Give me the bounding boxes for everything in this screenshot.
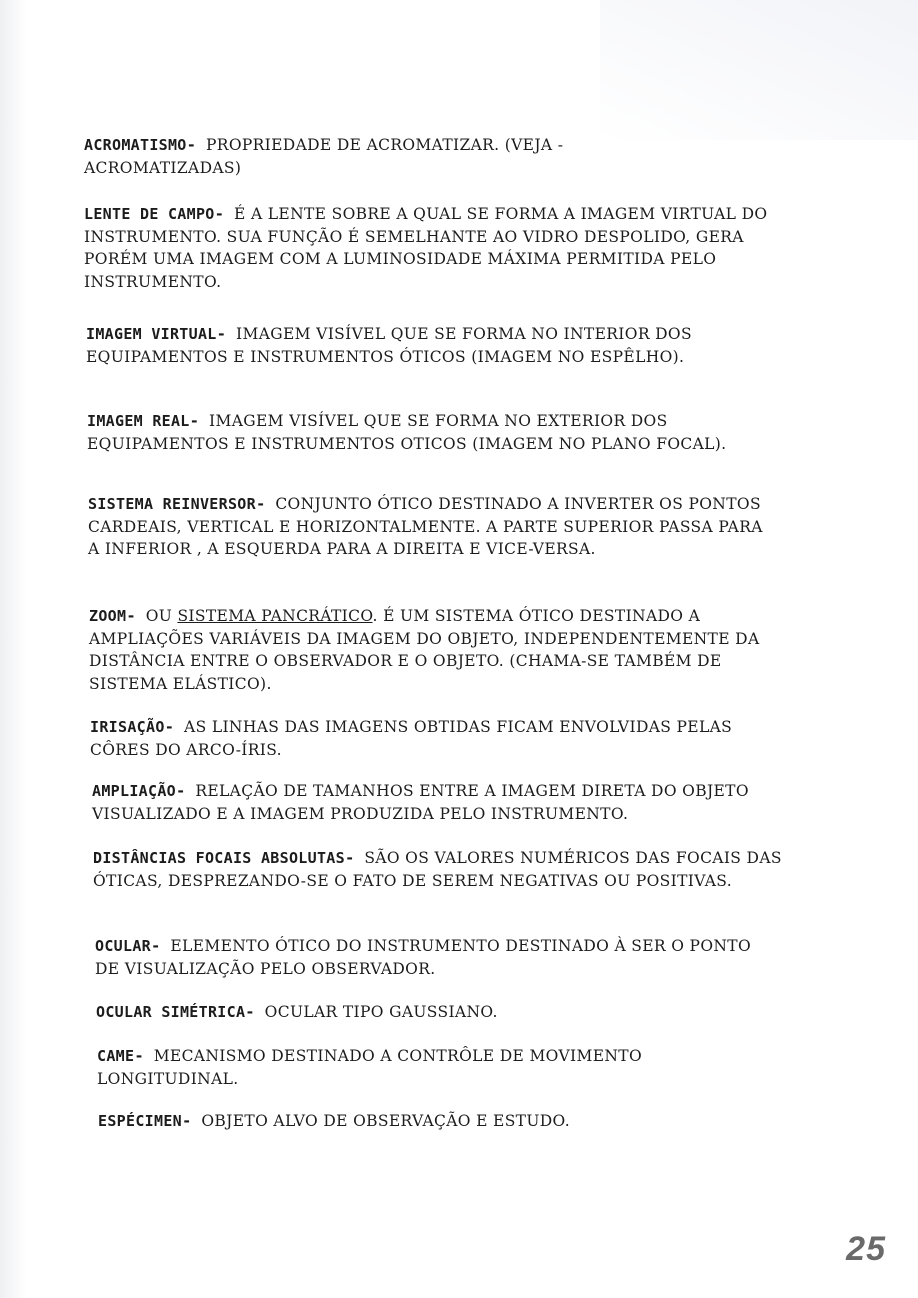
glossary-entry: ESPÉCIMEN- OBJETO ALVO DE OBSERVAÇÃO E ESTUDO. [98, 1112, 570, 1130]
entry-definition-prefix: OU [145, 607, 178, 625]
entry-term: ESPÉCIMEN [98, 1112, 182, 1130]
glossary-entry: CAME- MECANISMO DESTINADO A CONTRÔLE DE MOVIMENTO LONGITUDINAL. [97, 1047, 643, 1088]
glossary-entry: OCULAR- ELEMENTO ÓTICO DO INSTRUMENTO DESTINADO À SER O PONTO DE VISUALIZAÇÃO PELO OBSERVADOR. [95, 937, 752, 978]
entry-definition: IMAGEM VISÍVEL QUE SE FORMA NO EXTERIOR DOS EQUIPAMENTOS E INSTRUMENTOS OTICOS (IMAGEM NO PLANO FOCAL). [87, 412, 727, 453]
entry-definition: CONJUNTO ÓTICO DESTINADO A INVERTER OS PONTOS CARDEAIS, VERTICAL E HORIZONTALMENTE. A PARTE SUPERIOR PASSA PARA A INFERIOR , A ESQUERDA PARA A DIREITA E VICE-VERSA. [88, 495, 763, 558]
glossary-entry: DISTÂNCIAS FOCAIS ABSOLUTAS- SÃO OS VALORES NUMÉRICOS DAS FOCAIS DAS ÓTICAS, DESPREZANDO-SE O FATO DE SEREM NEGATIVAS OU POSITIVAS. [93, 849, 782, 890]
entry-definition-underlined: SISTEMA PANCRÁTICO [177, 607, 373, 625]
entry-term: CAME [97, 1047, 135, 1065]
entry-term: SISTEMA REINVERSOR [88, 495, 256, 513]
entry-term: ACROMATISMO [84, 136, 187, 154]
entry-definition: PROPRIEDADE DE ACROMATIZAR. (VEJA - ACROMATIZADAS) [84, 136, 564, 177]
entry-definition: OBJETO ALVO DE OBSERVAÇÃO E ESTUDO. [201, 1112, 570, 1130]
glossary-entry: ZOOM- OU SISTEMA PANCRÁTICO. É UM SISTEMA ÓTICO DESTINADO A AMPLIAÇÕES VARIÁVEIS DA IMAGEM DO OBJETO, INDEPENDENTEMENTE DA DISTÂNCIA ENTRE O OBSERVADOR E O OBJETO. (CHAMA-SE TAMBÉM DE SISTEMA ELÁSTICO). [89, 607, 760, 693]
glossary-entry: IMAGEM VIRTUAL- IMAGEM VISÍVEL QUE SE FORMA NO INTERIOR DOS EQUIPAMENTOS E INSTRUMENTOS ÓTICOS (IMAGEM NO ESPÊLHO). [86, 325, 692, 366]
entry-term: OCULAR [95, 937, 151, 955]
entry-term: OCULAR SIMÉTRICA [96, 1003, 246, 1021]
entry-term: AMPLIAÇÃO [92, 782, 176, 800]
entry-definition: MECANISMO DESTINADO A CONTRÔLE DE MOVIMENTO LONGITUDINAL. [97, 1047, 643, 1088]
scan-shadow [600, 0, 918, 140]
entry-term: ZOOM [89, 607, 127, 625]
glossary-entry: AMPLIAÇÃO- RELAÇÃO DE TAMANHOS ENTRE A IMAGEM DIRETA DO OBJETO VISUALIZADO E A IMAGEM PRODUZIDA PELO INSTRUMENTO. [92, 782, 749, 823]
glossary-entry: OCULAR SIMÉTRICA- OCULAR TIPO GAUSSIANO. [96, 1003, 498, 1021]
entry-term: LENTE DE CAMPO [84, 205, 215, 223]
entry-definition: É A LENTE SOBRE A QUAL SE FORMA A IMAGEM VIRTUAL DO INSTRUMENTO. SUA FUNÇÃO É SEMELHANTE AO VIDRO DESPOLIDO, GERA PORÉM UMA IMAGEM COM A LUMINOSIDADE MÁXIMA PERMITIDA PELO INSTRUMENTO. [84, 205, 768, 291]
scan-shadow [0, 0, 26, 1298]
glossary-entry: LENTE DE CAMPO- É A LENTE SOBRE A QUAL SE FORMA A IMAGEM VIRTUAL DO INSTRUMENTO. SUA FUNÇÃO É SEMELHANTE AO VIDRO DESPOLIDO, GERA PORÉM UMA IMAGEM COM A LUMINOSIDADE MÁXIMA PERMITIDA PELO INSTRUMENTO. [84, 205, 768, 291]
entry-definition: RELAÇÃO DE TAMANHOS ENTRE A IMAGEM DIRETA DO OBJETO VISUALIZADO E A IMAGEM PRODUZIDA PELO INSTRUMENTO. [92, 782, 749, 823]
entry-term: IMAGEM VIRTUAL [86, 325, 217, 343]
glossary-entry: IMAGEM REAL- IMAGEM VISÍVEL QUE SE FORMA NO EXTERIOR DOS EQUIPAMENTOS E INSTRUMENTOS OTICOS (IMAGEM NO PLANO FOCAL). [87, 412, 727, 453]
entry-definition: SÃO OS VALORES NUMÉRICOS DAS FOCAIS DAS ÓTICAS, DESPREZANDO-SE O FATO DE SEREM NEGATIVAS OU POSITIVAS. [93, 849, 782, 890]
page-number: 25 [846, 1230, 886, 1268]
entry-definition: IMAGEM VISÍVEL QUE SE FORMA NO INTERIOR DOS EQUIPAMENTOS E INSTRUMENTOS ÓTICOS (IMAGEM NO ESPÊLHO). [86, 325, 692, 366]
glossary-entry: ACROMATISMO- PROPRIEDADE DE ACROMATIZAR. (VEJA - ACROMATIZADAS) [84, 136, 564, 177]
entry-term: IMAGEM REAL [87, 412, 190, 430]
glossary-entry: SISTEMA REINVERSOR- CONJUNTO ÓTICO DESTINADO A INVERTER OS PONTOS CARDEAIS, VERTICAL E HORIZONTALMENTE. A PARTE SUPERIOR PASSA PARA A INFERIOR , A ESQUERDA PARA A DIREITA E VICE-VERSA. [88, 495, 763, 558]
entry-definition: ELEMENTO ÓTICO DO INSTRUMENTO DESTINADO À SER O PONTO DE VISUALIZAÇÃO PELO OBSERVADOR. [95, 937, 752, 978]
entry-term: DISTÂNCIAS FOCAIS ABSOLUTAS [93, 849, 345, 867]
entry-definition: . É UM SISTEMA ÓTICO DESTINADO A AMPLIAÇÕES VARIÁVEIS DA IMAGEM DO OBJETO, INDEPENDENTEMENTE DA DISTÂNCIA ENTRE O OBSERVADOR E O OBJETO. (CHAMA-SE TAMBÉM DE SISTEMA ELÁSTICO). [89, 607, 760, 693]
entry-definition: OCULAR TIPO GAUSSIANO. [264, 1003, 498, 1021]
entry-term: IRISAÇÃO [90, 718, 165, 736]
glossary-entry: IRISAÇÃO- AS LINHAS DAS IMAGENS OBTIDAS FICAM ENVOLVIDAS PELAS CÔRES DO ARCO-ÍRIS. [90, 718, 733, 759]
entry-definition: AS LINHAS DAS IMAGENS OBTIDAS FICAM ENVOLVIDAS PELAS CÔRES DO ARCO-ÍRIS. [90, 718, 733, 759]
